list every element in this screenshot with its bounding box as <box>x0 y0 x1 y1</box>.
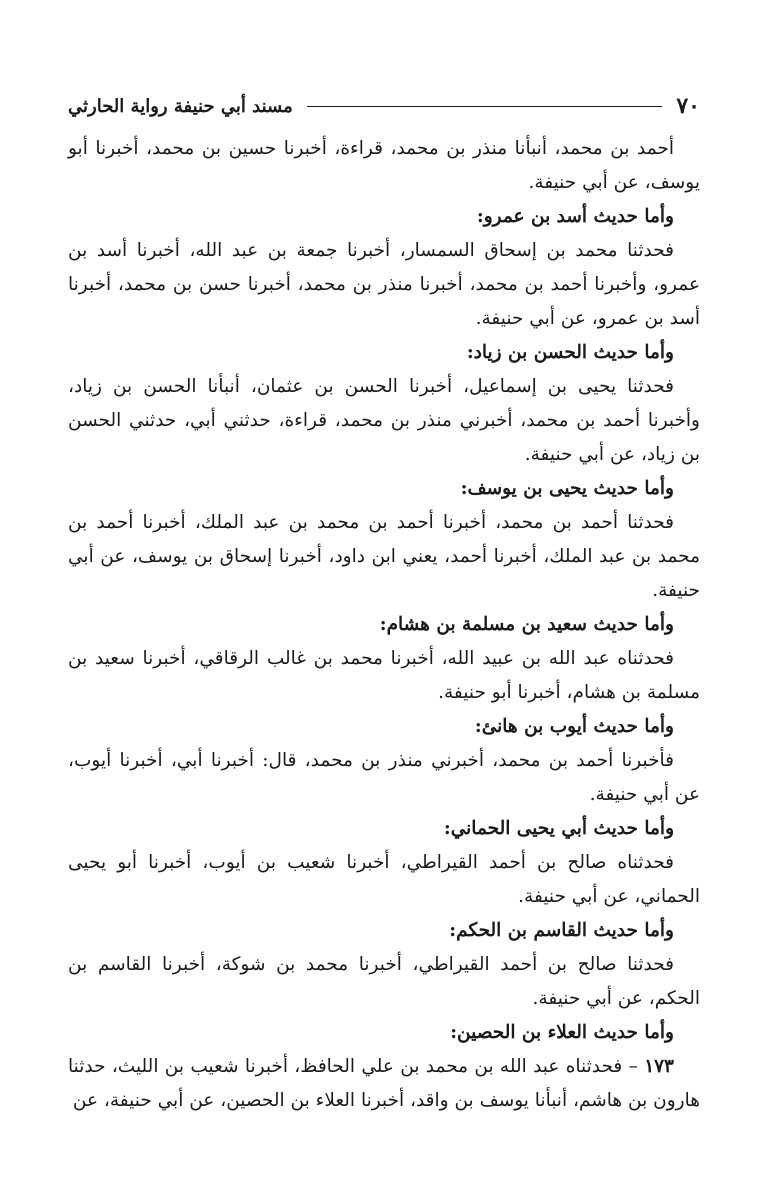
paragraph: فأخبرنا أحمد بن محمد، أخبرني منذر بن محمد، قال: أخبرنا أبي، أخبرنا أيوب، عن أبي حنيفة. <box>68 750 700 805</box>
page-body <box>68 132 700 1118</box>
running-header <box>68 86 700 126</box>
hadith-text: فحدثناه عبد الله بن محمد بن علي الحافظ، أخبرنا شعيب بن الليث، حدثنا هارون بن هاشم، أنبأنا يوسف بن واقد، أخبرنا العلاء بن الحصين، عن أبي حنيفة، عن <box>68 1056 700 1111</box>
book-page <box>68 86 700 1118</box>
paragraph: فحدثناه صالح بن أحمد القيراطي، أخبرنا شعيب بن أيوب، أخبرنا أبو يحيى الحماني، عن أبي حنيفة. <box>68 852 700 907</box>
running-title: مسند أبي حنيفة رواية الحارثي <box>68 95 293 117</box>
section-heading: وأما حديث العلاء بن الحصين: <box>450 1022 674 1043</box>
paragraph: أحمد بن محمد، أنبأنا منذر بن محمد، قراءة، أخبرنا حسين بن محمد، أخبرنا أبو يوسف، عن أبي حنيفة. <box>68 138 700 193</box>
section-heading: وأما حديث أسد بن عمرو: <box>476 206 674 227</box>
header-rule <box>307 106 663 107</box>
paragraph: فحدثنا صالح بن أحمد القيراطي، أخبرنا محمد بن شوكة، أخبرنا القاسم بن الحكم، عن أبي حنيفة. <box>68 954 700 1009</box>
paragraph: فحدثنا يحيى بن إسماعيل، أخبرنا الحسن بن عثمان، أنبأنا الحسن بن زياد، وأخبرنا أحمد بن محمد، أخبرني منذر بن محمد، قراءة، حدثني أبي، حدثني الحسن بن زياد، عن أبي حنيفة. <box>68 376 700 465</box>
page-number: ٧٠ <box>676 93 700 119</box>
paragraph: فحدثناه عبد الله بن عبيد الله، أخبرنا محمد بن غالب الرقاقي، أخبرنا سعيد بن مسلمة بن هشام، أخبرنا أبو حنيفة. <box>68 648 700 703</box>
section-heading: وأما حديث سعيد بن مسلمة بن هشام: <box>379 614 674 635</box>
paragraph: فحدثنا محمد بن إسحاق السمسار، أخبرنا جمعة بن عبد الله، أخبرنا أسد بن عمرو، وأخبرنا أحمد بن محمد، أخبرنا منذر بن محمد، أخبرنا حسن بن محمد، أخبرنا أسد بن عمرو، عن أبي حنيفة. <box>68 240 700 329</box>
section-heading: وأما حديث يحيى بن يوسف: <box>460 478 674 499</box>
section-heading: وأما حديث أيوب بن هانئ: <box>474 716 674 737</box>
hadith-number: ١٧٣ <box>644 1056 674 1077</box>
section-heading: وأما حديث الحسن بن زياد: <box>466 342 674 363</box>
section-heading: وأما حديث أبي يحيى الحماني: <box>443 818 674 839</box>
paragraph: فحدثنا أحمد بن محمد، أخبرنا أحمد بن محمد بن عبد الملك، أخبرنا أحمد بن محمد بن عبد الملك، أخبرنا أحمد، يعني ابن داود، أخبرنا إسحاق بن يوسف، عن أبي حنيفة. <box>68 512 700 601</box>
numbered-hadith: ١٧٣ – فحدثناه عبد الله بن محمد بن علي الحافظ، أخبرنا شعيب بن الليث، حدثنا هارون بن هاشم، أنبأنا يوسف بن واقد، أخبرنا العلاء بن الحصين، عن أبي حنيفة، عن <box>68 1056 700 1111</box>
section-heading: وأما حديث القاسم بن الحكم: <box>449 920 674 941</box>
